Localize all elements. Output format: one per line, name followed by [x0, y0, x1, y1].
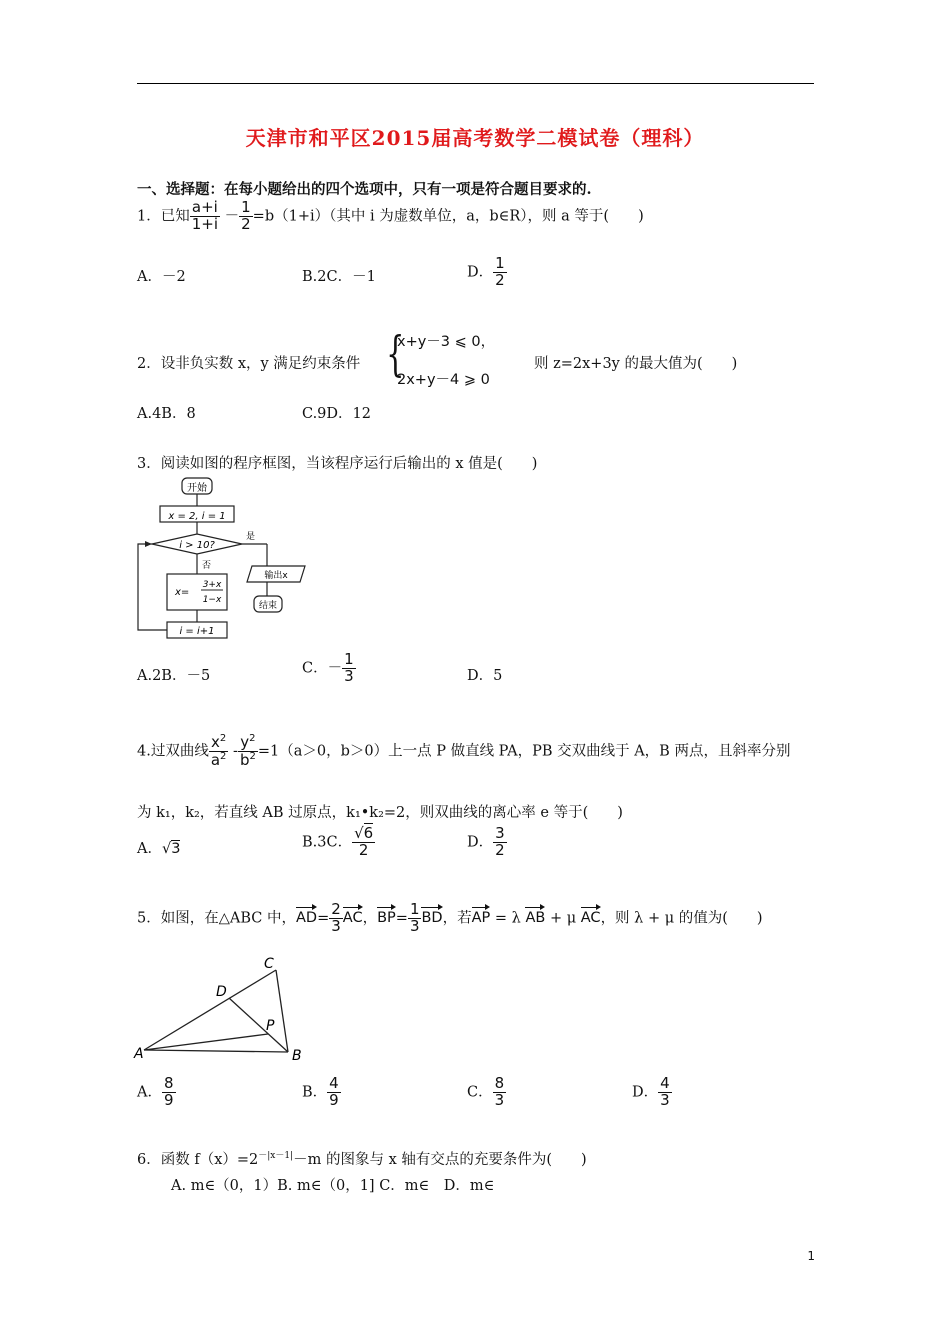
q4-d-den: 2 [495, 840, 505, 859]
q1-option-d-fraction [493, 256, 507, 289]
q5-option-d-fraction [658, 1076, 672, 1109]
q4-x-exp: 2 [219, 733, 227, 744]
side-ab [144, 1050, 288, 1052]
q4-line-2: 为 k₁，k₂，若直线 AB 过原点，k₁•k₂=2，则双曲线的离心率 e 等于( ) [137, 805, 623, 821]
q3-option-d: D．5 [467, 668, 503, 684]
q5-option-a-fraction [162, 1076, 176, 1109]
q5-b-den: 9 [329, 1090, 339, 1109]
q5-option-d [632, 1076, 672, 1109]
q3-c-den: 3 [344, 666, 354, 685]
q1-d-den: 2 [495, 270, 505, 289]
side-cb [276, 970, 288, 1052]
q1-option-d [467, 256, 507, 289]
page-number: 1 [807, 1249, 815, 1263]
q4-a: a [210, 750, 221, 769]
q2-brace: { [386, 326, 405, 382]
q5-mu: μ [566, 910, 577, 927]
q5-vec-ap: AP [471, 910, 491, 927]
q4-a-exp: 2 [220, 750, 227, 762]
page-title: 天津市和平区2015届高考数学二模试卷（理科） [245, 126, 705, 150]
q5-frac-1-3 [408, 902, 422, 935]
flow-no-label: 否 [202, 561, 212, 571]
q4-option-bc [302, 826, 375, 859]
q5-n1: 1 [409, 900, 420, 918]
q2-rest: 则 z=2x+3y 的最大值为( ) [534, 356, 738, 372]
segment-ap [144, 1034, 268, 1050]
q1-rest: =b（1+i）（其中 i 为虚数单位，a，b∈R），则 a 等于( ) [252, 208, 644, 225]
q5-frac-2-3 [329, 902, 343, 935]
q4-option-d-label: D． [467, 834, 494, 851]
q5-vec-ac: AC [342, 910, 363, 927]
q2-option-cd: C.9D．12 [302, 406, 371, 422]
q6-text-b: －m 的图象与 x 轴有交点的充要条件为( ) [293, 1152, 587, 1168]
q4-minus: - [233, 743, 238, 760]
label-c: C [264, 956, 274, 972]
q5-option-c [467, 1076, 506, 1109]
q5-d3: 3 [331, 916, 341, 935]
q5-option-a [137, 1076, 176, 1109]
q5-a-den: 9 [163, 1090, 174, 1109]
q5-option-d-label: D． [632, 1084, 659, 1101]
q4-option-d [467, 826, 507, 859]
q4-y-exp: 2 [249, 733, 256, 744]
section-heading: 一、选择题：在每小题给出的四个选项中，只有一项是符合题目要求的. [137, 181, 592, 198]
q5-vec-ac-2: AC [580, 910, 601, 927]
q4-frac-x [209, 734, 229, 769]
q2-constraint-1: x+y－3 ⩽ 0， [397, 334, 496, 350]
q5-option-b [302, 1076, 341, 1109]
q1-prefix: 1．已知 [137, 208, 190, 225]
q5-if: ，若 [442, 910, 472, 927]
label-a: A [134, 1046, 144, 1062]
q4-sqrt-arg: 3 [171, 841, 181, 857]
question-5: 5．如图，在△ABC 中，AD= $\frac{2}{3}$ AC，BP= $\frac{1}{3}$ BD，若AP = λ AB + μ AC，则 λ + μ 的值为( ) [137, 900, 763, 935]
q5-c-den: 3 [494, 1090, 505, 1109]
q5-d3b: 3 [409, 916, 420, 935]
q5-vec-ab: AB [525, 910, 546, 927]
flow-increment-label: i = i+1 [179, 626, 215, 637]
flow-assign-lhs: x= [175, 587, 190, 598]
q4-x: x [211, 733, 220, 751]
question-6 [137, 1148, 587, 1169]
q1-f1-num: a+i [191, 198, 218, 216]
q4-rest: =1（a＞0，b＞0）上一点 P 做直线 PA，PB 交双曲线于 A，B 两点，且斜率分别 [257, 743, 791, 760]
q1-minus: － [224, 208, 240, 225]
q5-rest: ，则 λ + μ 的值为( ) [600, 910, 763, 927]
question-1 [137, 200, 644, 233]
q5-d-num: 4 [660, 1074, 670, 1092]
flow-output-label: 输出x [264, 571, 288, 581]
q4-b: b [239, 750, 250, 769]
q5-c-num: 8 [494, 1074, 505, 1092]
q5-n2: 2 [331, 900, 341, 918]
q2-prefix: 2．设非负实数 x，y 满足约束条件 [137, 356, 361, 372]
q5-option-c-fraction [493, 1076, 507, 1109]
q1-f2-num: 1 [241, 198, 251, 216]
flow-assign-den: 1−x [202, 595, 222, 605]
q4-option-d-fraction [493, 826, 507, 859]
q5-vec-bd: BD [421, 910, 443, 927]
label-d: D [216, 984, 227, 1000]
q2-option-ab: A.4B．8 [137, 406, 196, 422]
q1-f2-den: 2 [241, 214, 251, 233]
q4-b-exp: 2 [249, 750, 256, 762]
flow-end-label: 结束 [258, 601, 278, 611]
q3-option-c-fraction [342, 652, 356, 685]
q3-option-c [302, 652, 356, 685]
q5-vec-ad: AD [295, 910, 318, 927]
q4-option-a [137, 837, 180, 858]
q6-exponent: －|x－1| [258, 1151, 294, 1162]
q1-option-bc: B.2C．－1 [302, 269, 376, 285]
q4-frac-y [238, 734, 258, 769]
triangle-diagram [130, 952, 320, 1064]
q1-fraction-2 [239, 200, 253, 233]
label-b: B [292, 1048, 302, 1064]
q4-option-a-label: A． [137, 841, 162, 857]
q1-f1-den: 1+i [191, 214, 219, 233]
q3-option-c-label: C．－ [302, 660, 343, 677]
flow-yes-label: 是 [246, 532, 256, 542]
q4-prefix: 4.过双曲线 [137, 743, 209, 760]
flow-assign-num: 3+x [202, 580, 222, 590]
q5-vec-bp: BP [377, 910, 396, 927]
question-4 [137, 734, 790, 769]
q1-fraction-1 [190, 200, 220, 233]
q1-option-d-label: D． [467, 264, 494, 281]
q6-options: A. m∈（0，1）B. m∈（0，1] C．m∈ D．m∈ [171, 1178, 495, 1194]
flow-init-label: x = 2, i = 1 [168, 511, 226, 522]
q5-option-c-label: C． [467, 1084, 493, 1101]
flowchart [130, 474, 310, 649]
header-rule [137, 83, 814, 84]
q4-c-den: 2 [358, 840, 369, 859]
q5-prefix: 5．如图，在△ABC 中， [137, 910, 296, 927]
q5-d-den: 3 [660, 1090, 670, 1109]
q4-y: y [240, 733, 250, 751]
q5-option-b-fraction [327, 1076, 341, 1109]
flow-cond-label: i > 10? [179, 540, 215, 551]
q3-c-num: 1 [344, 650, 354, 668]
q5-option-a-label: A． [137, 1084, 162, 1101]
q3-text: 3．阅读如图的程序框图，当该程序运行后输出的 x 值是( ) [137, 456, 538, 472]
q5-option-b-label: B． [302, 1084, 328, 1101]
flow-start-label: 开始 [187, 483, 207, 494]
q4-option-bc-label: B.3C． [302, 834, 353, 851]
q6-text-a: 6．函数 f（x）=2 [137, 1152, 259, 1168]
q4-sqrt: √3 [161, 841, 181, 857]
q1-d-num: 1 [495, 254, 505, 272]
q2-constraint-2: 2x+y－4 ⩾ 0 [397, 372, 490, 388]
q1-option-a: A．－2 [137, 269, 186, 285]
q5-b-num: 4 [329, 1074, 339, 1092]
q4-c-num: 6 [363, 824, 374, 842]
q4-d-num: 3 [495, 824, 505, 842]
q4-option-c-fraction: $\frac{√6}{2}$ [354, 824, 374, 859]
label-p: P [266, 1018, 275, 1034]
q5-a-num: 8 [163, 1074, 174, 1092]
q5-lambda: λ [511, 910, 521, 927]
q3-option-ab: A.2B．－5 [137, 668, 211, 684]
side-ac [144, 970, 276, 1050]
segment-bd [229, 998, 288, 1052]
